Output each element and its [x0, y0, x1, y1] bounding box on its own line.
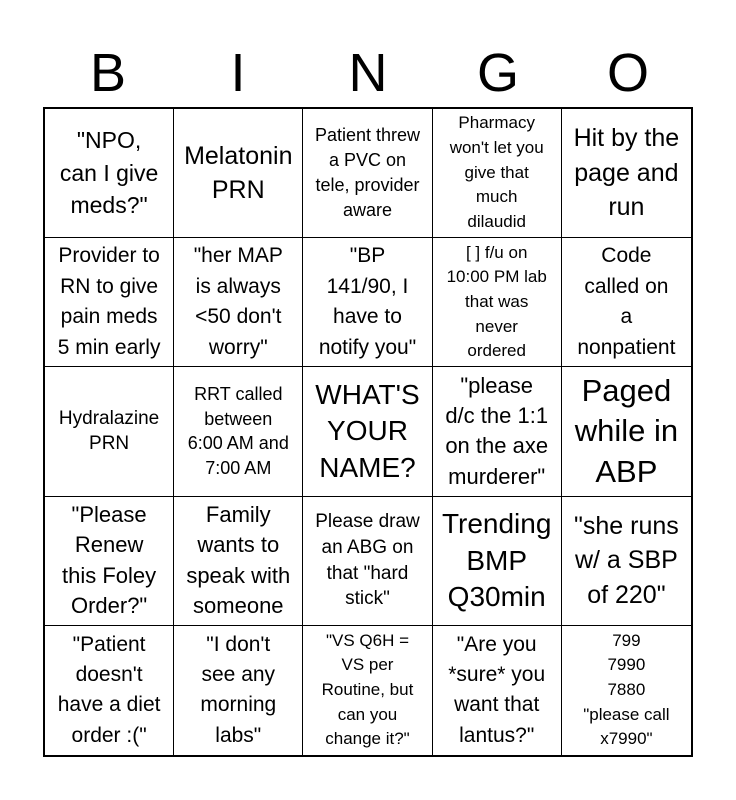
bingo-cell[interactable]: Provider to RN to give pain meds 5 min early — [45, 238, 174, 367]
bingo-cell[interactable]: "NPO, can I give meds?" — [45, 109, 174, 238]
bingo-cell[interactable]: "I don't see any morning labs" — [174, 626, 303, 755]
bingo-cell[interactable]: Hit by the page and run — [562, 109, 691, 238]
bingo-cell[interactable]: [ ] f/u on 10:00 PM lab that was never ordered — [433, 238, 562, 367]
bingo-cell[interactable]: Pharmacy won't let you give that much dilaudid — [433, 109, 562, 238]
bingo-cell[interactable]: "please d/c the 1:1 on the axe murderer" — [433, 367, 562, 496]
bingo-cell[interactable]: "she runs w/ a SBP of 220" — [562, 497, 691, 626]
bingo-header — [43, 40, 693, 106]
header-letter-o: O — [606, 43, 649, 103]
bingo-cell[interactable]: "Patient doesn't have a diet order :(" — [45, 626, 174, 755]
bingo-cell[interactable]: Family wants to speak with someone — [174, 497, 303, 626]
header-letter-b: B — [89, 43, 127, 103]
bingo-cell[interactable]: Trending BMP Q30min — [433, 497, 562, 626]
bingo-cell[interactable]: Melatonin PRN — [174, 109, 303, 238]
bingo-cell[interactable]: "Please Renew this Foley Order?" — [45, 497, 174, 626]
header-letter-i: I — [230, 43, 246, 103]
bingo-cell[interactable]: Patient threw a PVC on tele, provider aware — [303, 109, 432, 238]
header-letter-g: G — [476, 43, 519, 103]
bingo-cell[interactable]: "BP 141/90, I have to notify you" — [303, 238, 432, 367]
bingo-cell[interactable]: Code called on a nonpatient — [562, 238, 691, 367]
bingo-cell[interactable]: "her MAP is always <50 don't worry" — [174, 238, 303, 367]
bingo-cell[interactable]: 799 7990 7880 "please call x7990" — [583, 630, 670, 749]
bingo-cell[interactable]: RRT called between 6:00 AM and 7:00 AM — [174, 367, 303, 496]
header-letter-n: N — [348, 43, 388, 103]
bingo-cell[interactable]: Please draw an ABG on that "hard stick" — [303, 497, 432, 626]
bingo-cell[interactable]: WHAT'S YOUR NAME? — [303, 367, 432, 496]
bingo-cell[interactable]: Paged while in ABP — [562, 367, 691, 496]
bingo-cell[interactable]: Hydralazine PRN — [45, 367, 174, 496]
bingo-board — [43, 107, 693, 757]
bingo-cell[interactable]: "VS Q6H = VS per Routine, but can you change it?" — [303, 626, 432, 755]
bingo-cell[interactable]: "Are you *sure* you want that lantus?" — [433, 626, 562, 755]
